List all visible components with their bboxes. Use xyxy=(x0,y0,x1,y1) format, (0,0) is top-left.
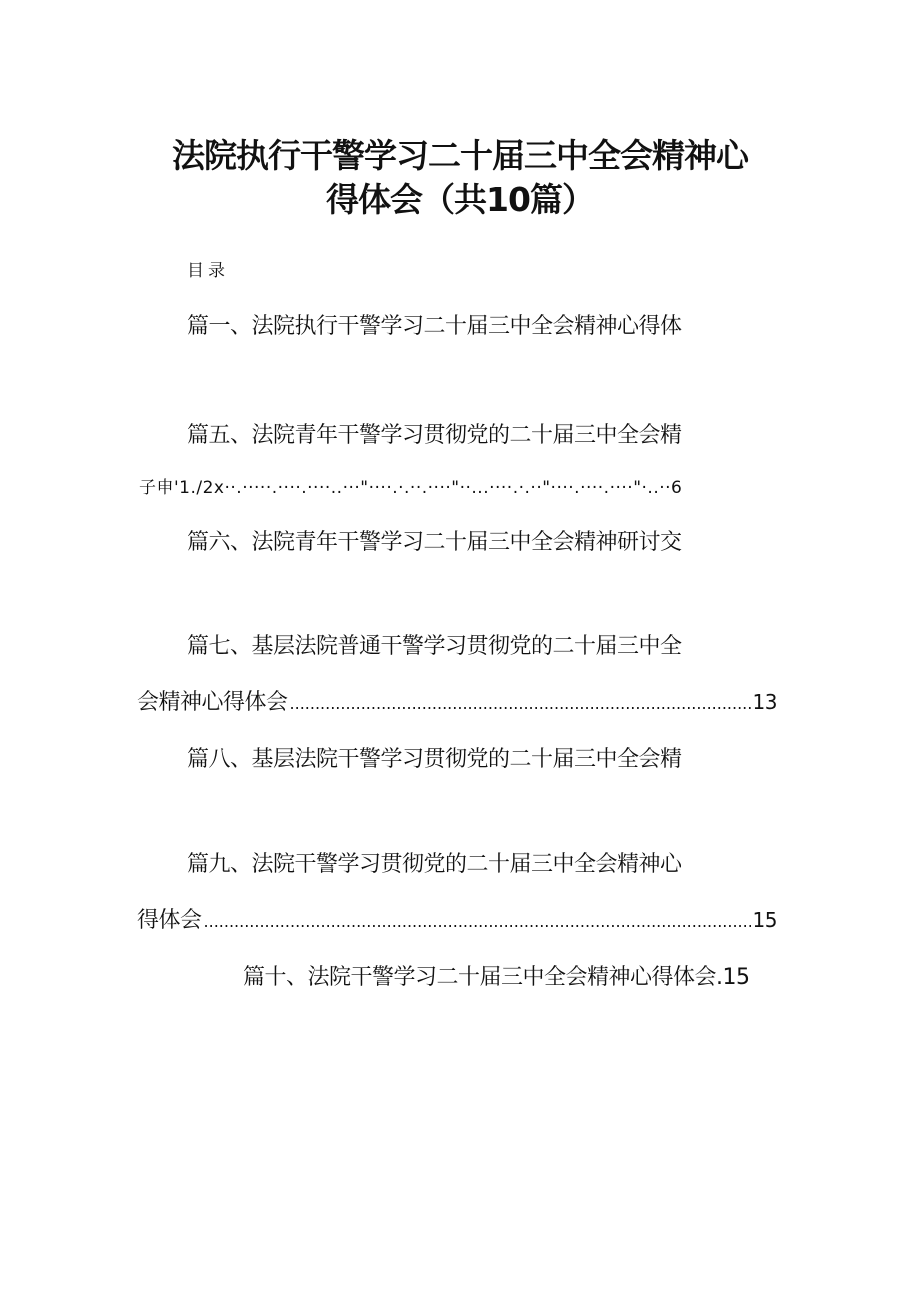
toc-entry-5[interactable]: 篇五、法院青年干警学习贯彻党的二十届三中全会精 xyxy=(187,423,682,448)
toc-entry-5-continuation: 子申'1./2x··.·····.····.····..···"····.·.··.····"··...····.·.··"····.····.····"·..··6 xyxy=(139,478,683,498)
toc-entry-7[interactable]: 篇七、基层法院普通干警学习贯彻党的二十届三中全 xyxy=(187,634,682,659)
toc-entry-7-continuation xyxy=(137,687,777,719)
toc-entry-6[interactable]: 篇六、法院青年干警学习二十届三中全会精神研讨交 xyxy=(187,530,682,555)
toc-entry-9[interactable]: 篇九、法院干警学习贯彻党的二十届三中全会精神心 xyxy=(187,852,682,877)
document-title-line-1: 法院执行干警学习二十届三中全会精神心 xyxy=(172,136,748,175)
toc-entry-8[interactable]: 篇八、基层法院干警学习贯彻党的二十届三中全会精 xyxy=(187,747,682,772)
toc-entry-1[interactable]: 篇一、法院执行干警学习二十届三中全会精神心得体 xyxy=(187,314,682,339)
toc-entry-7-text: 会精神心得体会 xyxy=(137,690,288,715)
toc-heading: 目录 xyxy=(187,261,229,281)
document-title-line-2: 得体会（共10篇） xyxy=(326,180,594,219)
toc-entry-10[interactable]: 篇十、法院干警学习二十届三中全会精神心得体会.15 xyxy=(243,965,750,990)
toc-page-number: 15 xyxy=(752,908,777,932)
toc-page-number: 13 xyxy=(752,690,777,714)
toc-leader-dots xyxy=(204,907,751,937)
toc-entry-9-text: 得体会 xyxy=(137,908,202,933)
toc-entry-9-continuation xyxy=(137,905,777,937)
toc-leader-dots xyxy=(290,689,751,719)
